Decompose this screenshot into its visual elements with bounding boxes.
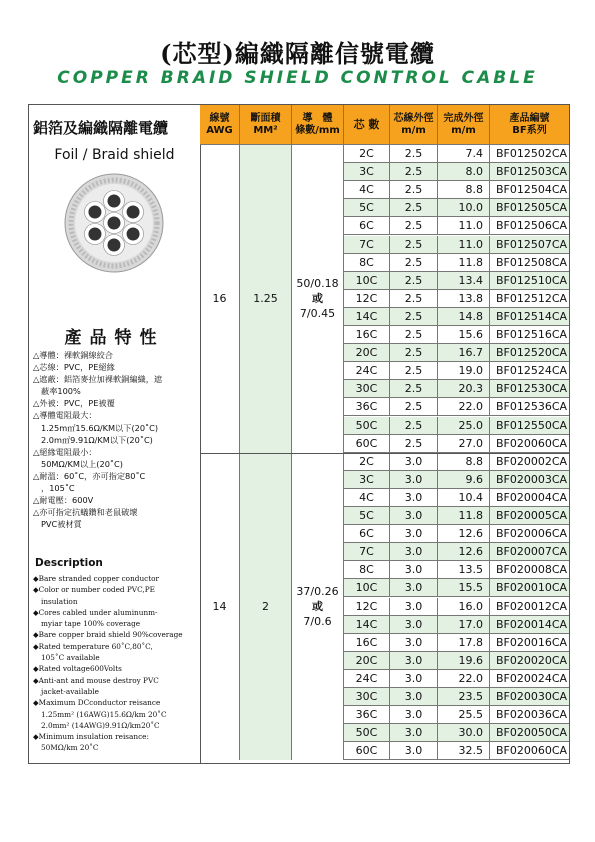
cell-product-code: BF020004CA bbox=[490, 489, 569, 507]
cell-finished-od: 14.8 bbox=[438, 308, 490, 326]
cell-core-od: 2.5 bbox=[390, 308, 438, 326]
description-line: insulation bbox=[41, 596, 78, 606]
cell-core-od: 2.5 bbox=[390, 380, 438, 398]
property-line: △導體：裸軟銅線絞合 bbox=[33, 350, 113, 360]
description-line: ◆Anti-ant and mouse destroy PVC bbox=[33, 675, 159, 685]
cell-product-code: BF012506CA bbox=[490, 217, 569, 235]
cell-cores: 10C bbox=[344, 579, 390, 597]
cell-product-code: BF012505CA bbox=[490, 199, 569, 217]
cable-cross-section-diagram bbox=[64, 173, 164, 273]
conductor-core bbox=[108, 239, 121, 252]
mm2-value: 1.25 bbox=[253, 292, 278, 306]
cell-finished-od: 22.0 bbox=[438, 670, 490, 688]
group-awg bbox=[200, 453, 240, 761]
cell-finished-od: 19.0 bbox=[438, 362, 490, 380]
cell-core-od: 3.0 bbox=[390, 489, 438, 507]
conductor-core bbox=[108, 195, 121, 208]
cell-cores: 2C bbox=[344, 453, 390, 471]
cell-finished-od: 11.8 bbox=[438, 507, 490, 525]
property-line: 50MΩ/KM以上(20˚C) bbox=[41, 458, 123, 469]
description-line: ◆Bare copper braid shield 90%coverage bbox=[33, 630, 183, 640]
property-line: △耐電壓：600V bbox=[33, 495, 94, 506]
cell-finished-od: 16.7 bbox=[438, 344, 490, 362]
cell-core-od: 3.0 bbox=[390, 598, 438, 616]
property-line: △外被：PVC，PE被覆 bbox=[33, 398, 115, 409]
cell-finished-od: 17.8 bbox=[438, 634, 490, 652]
cell-core-od: 3.0 bbox=[390, 670, 438, 688]
cell-product-code: BF012536CA bbox=[490, 398, 569, 416]
cell-product-code: BF012507CA bbox=[490, 236, 569, 254]
page-title: (芯型)編織隔離信號電纜 bbox=[160, 39, 435, 68]
cell-cores: 60C bbox=[344, 742, 390, 760]
cell-cores: 16C bbox=[344, 634, 390, 652]
cell-cores: 24C bbox=[344, 670, 390, 688]
product-subheading: Foil / Braid shield bbox=[54, 147, 175, 163]
conductor-or: 或 bbox=[311, 292, 323, 306]
property-line: 2.0m㎡9.91Ω/KM以下(20˚C) bbox=[41, 434, 153, 445]
group-divider bbox=[200, 453, 569, 454]
cell-product-code: BF020060CA bbox=[490, 435, 569, 453]
cell-product-code: BF020016CA bbox=[490, 634, 569, 652]
description-line: ◆Cores cabled under aluminunm- bbox=[33, 607, 158, 617]
group-mm2 bbox=[240, 453, 292, 761]
awg-value: 14 bbox=[212, 600, 227, 614]
cell-core-od: 3.0 bbox=[390, 724, 438, 742]
cell-product-code: BF012520CA bbox=[490, 344, 569, 362]
header-cross-section: 斷面積 MM² bbox=[240, 105, 292, 145]
cell-product-code: BF012508CA bbox=[490, 254, 569, 272]
group-mm2 bbox=[240, 145, 292, 453]
cell-product-code: BF020010CA bbox=[490, 579, 569, 597]
property-line: ，105˚C bbox=[41, 483, 75, 494]
cell-product-code: BF012503CA bbox=[490, 163, 569, 181]
cell-core-od: 3.0 bbox=[390, 688, 438, 706]
cell-product-code: BF020002CA bbox=[490, 453, 569, 471]
cell-finished-od: 15.5 bbox=[438, 579, 490, 597]
cell-cores: 30C bbox=[344, 380, 390, 398]
cell-finished-od: 8.0 bbox=[438, 163, 490, 181]
property-line: △遮蔽：鋁箔麥拉加裸軟銅編織，遮 bbox=[33, 374, 163, 385]
cell-finished-od: 13.8 bbox=[438, 290, 490, 308]
cell-cores: 5C bbox=[344, 507, 390, 525]
cell-finished-od: 12.6 bbox=[438, 543, 490, 561]
cell-cores: 60C bbox=[344, 435, 390, 453]
spec-sheet bbox=[28, 104, 570, 764]
cell-core-od: 3.0 bbox=[390, 579, 438, 597]
cell-product-code: BF020024CA bbox=[490, 670, 569, 688]
cell-core-od: 3.0 bbox=[390, 706, 438, 724]
cell-core-od: 2.5 bbox=[390, 254, 438, 272]
cell-cores: 2C bbox=[344, 145, 390, 163]
cell-product-code: BF020007CA bbox=[490, 543, 569, 561]
header-conductor: 導 體 條數/mm bbox=[292, 105, 344, 145]
cell-core-od: 3.0 bbox=[390, 543, 438, 561]
awg-value: 16 bbox=[212, 292, 227, 306]
cell-product-code: BF012502CA bbox=[490, 145, 569, 163]
cell-product-code: BF020003CA bbox=[490, 471, 569, 489]
cell-finished-od: 19.6 bbox=[438, 652, 490, 670]
cell-finished-od: 22.0 bbox=[438, 398, 490, 416]
cell-finished-od: 8.8 bbox=[438, 453, 490, 471]
cell-cores: 6C bbox=[344, 525, 390, 543]
cell-cores: 3C bbox=[344, 163, 390, 181]
conductor-core bbox=[88, 228, 101, 241]
description-list bbox=[33, 573, 199, 754]
group-conductor bbox=[292, 145, 344, 453]
cell-finished-od: 8.8 bbox=[438, 181, 490, 199]
cell-product-code: BF020030CA bbox=[490, 688, 569, 706]
product-info-column bbox=[29, 105, 201, 763]
cell-product-code: BF012512CA bbox=[490, 290, 569, 308]
description-line: ◆Rated voltage600Volts bbox=[33, 664, 122, 674]
cell-cores: 30C bbox=[344, 688, 390, 706]
cell-finished-od: 16.0 bbox=[438, 598, 490, 616]
cell-product-code: BF012524CA bbox=[490, 362, 569, 380]
cell-finished-od: 17.0 bbox=[438, 616, 490, 634]
cell-cores: 5C bbox=[344, 199, 390, 217]
description-line: jacket-available bbox=[41, 686, 100, 696]
cell-cores: 50C bbox=[344, 724, 390, 742]
header-finished-od: 完成外徑 m/m bbox=[438, 105, 490, 145]
cell-cores: 8C bbox=[344, 254, 390, 272]
group-conductor bbox=[292, 453, 344, 761]
conductor-value-b: 7/0.6 bbox=[303, 615, 332, 629]
cell-cores: 10C bbox=[344, 272, 390, 290]
cell-finished-od: 15.6 bbox=[438, 326, 490, 344]
cell-core-od: 2.5 bbox=[390, 145, 438, 163]
cell-cores: 7C bbox=[344, 236, 390, 254]
property-line: 1.25m㎡15.6Ω/KM以下(20˚C) bbox=[41, 422, 159, 433]
cell-finished-od: 25.5 bbox=[438, 706, 490, 724]
cell-cores: 6C bbox=[344, 217, 390, 235]
cell-product-code: BF012550CA bbox=[490, 417, 569, 435]
cell-cores: 7C bbox=[344, 543, 390, 561]
conductor-value-a: 37/0.26 bbox=[296, 585, 339, 599]
cell-cores: 14C bbox=[344, 616, 390, 634]
properties-title: 產品特性 bbox=[64, 328, 165, 348]
conductor-core bbox=[108, 217, 121, 230]
cell-core-od: 2.5 bbox=[390, 236, 438, 254]
cell-cores: 12C bbox=[344, 598, 390, 616]
cell-core-od: 3.0 bbox=[390, 471, 438, 489]
cell-product-code: BF020008CA bbox=[490, 561, 569, 579]
description-line: 50MΩ/km 20˚C bbox=[41, 743, 99, 753]
cell-finished-od: 13.5 bbox=[438, 561, 490, 579]
cell-cores: 12C bbox=[344, 290, 390, 308]
cell-product-code: BF020006CA bbox=[490, 525, 569, 543]
cell-product-code: BF020036CA bbox=[490, 706, 569, 724]
cell-product-code: BF012530CA bbox=[490, 380, 569, 398]
description-line: ◆Bare stranded copper conductor bbox=[33, 574, 160, 583]
cell-finished-od: 10.0 bbox=[438, 199, 490, 217]
cell-core-od: 3.0 bbox=[390, 742, 438, 760]
conductor-value-a: 50/0.18 bbox=[296, 277, 339, 291]
product-heading: 鋁箔及編織隔離電纜 bbox=[33, 119, 169, 137]
cell-finished-od: 11.0 bbox=[438, 236, 490, 254]
conductor-core bbox=[88, 206, 101, 219]
description-line: ◆Minimum insulation reisance: bbox=[33, 732, 149, 742]
cell-finished-od: 20.3 bbox=[438, 380, 490, 398]
cell-product-code: BF020005CA bbox=[490, 507, 569, 525]
cell-finished-od: 12.6 bbox=[438, 525, 490, 543]
property-line: △絕緣電阻最小： bbox=[33, 446, 97, 457]
properties-list bbox=[33, 349, 199, 530]
cell-finished-od: 10.4 bbox=[438, 489, 490, 507]
cell-cores: 16C bbox=[344, 326, 390, 344]
conductor-core bbox=[127, 228, 140, 241]
cell-product-code: BF012516CA bbox=[490, 326, 569, 344]
property-line: △導體電阻最大： bbox=[33, 410, 97, 421]
cell-core-od: 2.5 bbox=[390, 398, 438, 416]
cell-core-od: 2.5 bbox=[390, 163, 438, 181]
cell-core-od: 2.5 bbox=[390, 435, 438, 453]
cell-core-od: 3.0 bbox=[390, 634, 438, 652]
description-line: 2.0mm² (14AWG)9.91Ω/km20˚C bbox=[41, 720, 160, 730]
cell-product-code: BF020060CA bbox=[490, 742, 569, 760]
spec-table bbox=[200, 105, 569, 763]
cell-finished-od: 7.4 bbox=[438, 145, 490, 163]
cell-core-od: 3.0 bbox=[390, 525, 438, 543]
cell-core-od: 2.5 bbox=[390, 217, 438, 235]
cell-core-od: 2.5 bbox=[390, 362, 438, 380]
cell-cores: 14C bbox=[344, 308, 390, 326]
cell-product-code: BF012514CA bbox=[490, 308, 569, 326]
cell-core-od: 2.5 bbox=[390, 181, 438, 199]
header-awg: 線號 AWG bbox=[200, 105, 240, 145]
property-line: △耐溫：60˚C，亦可指定80˚C bbox=[33, 470, 146, 481]
property-line: △亦可指定抗蟻鑽和老鼠破壞 bbox=[33, 507, 138, 518]
cell-finished-od: 9.6 bbox=[438, 471, 490, 489]
cell-cores: 4C bbox=[344, 489, 390, 507]
conductor-value-b: 7/0.45 bbox=[299, 307, 336, 321]
cell-finished-od: 13.4 bbox=[438, 272, 490, 290]
cell-product-code: BF012504CA bbox=[490, 181, 569, 199]
cell-core-od: 3.0 bbox=[390, 652, 438, 670]
header-core-od: 芯線外徑 m/m bbox=[390, 105, 438, 145]
cell-cores: 36C bbox=[344, 398, 390, 416]
conductor-or: 或 bbox=[311, 600, 323, 614]
group-awg bbox=[200, 145, 240, 453]
cell-core-od: 2.5 bbox=[390, 344, 438, 362]
description-line: myiar tape 100% coverage bbox=[41, 619, 141, 629]
cell-finished-od: 11.0 bbox=[438, 217, 490, 235]
description-line: ◆Maximum DCconductor reisance bbox=[33, 698, 161, 708]
cell-core-od: 2.5 bbox=[390, 417, 438, 435]
header-cores: 芯 數 bbox=[344, 105, 390, 145]
cell-cores: 36C bbox=[344, 706, 390, 724]
cell-finished-od: 11.8 bbox=[438, 254, 490, 272]
cell-finished-od: 23.5 bbox=[438, 688, 490, 706]
description-line: ◆Color or number coded PVC,PE bbox=[33, 585, 155, 595]
cell-core-od: 3.0 bbox=[390, 453, 438, 471]
cell-cores: 3C bbox=[344, 471, 390, 489]
cell-cores: 8C bbox=[344, 561, 390, 579]
cell-core-od: 3.0 bbox=[390, 507, 438, 525]
property-line: PVC被材質 bbox=[41, 519, 82, 530]
description-line: 1.25mm² (16AWG)15.6Ω/km 20˚C bbox=[41, 709, 167, 719]
cell-cores: 20C bbox=[344, 652, 390, 670]
cell-finished-od: 32.5 bbox=[438, 742, 490, 760]
cell-core-od: 2.5 bbox=[390, 272, 438, 290]
cell-product-code: BF020020CA bbox=[490, 652, 569, 670]
cell-cores: 20C bbox=[344, 344, 390, 362]
description-title: Description bbox=[35, 557, 103, 569]
conductor-core bbox=[127, 206, 140, 219]
cell-cores: 50C bbox=[344, 417, 390, 435]
cell-core-od: 2.5 bbox=[390, 290, 438, 308]
cell-finished-od: 30.0 bbox=[438, 724, 490, 742]
page-subtitle: COPPER BRAID SHIELD CONTROL CABLE bbox=[57, 68, 538, 88]
cell-product-code: BF020014CA bbox=[490, 616, 569, 634]
property-line: 蔽率100% bbox=[41, 386, 81, 397]
cell-core-od: 2.5 bbox=[390, 199, 438, 217]
cell-cores: 4C bbox=[344, 181, 390, 199]
mm2-value: 2 bbox=[262, 600, 269, 614]
cell-core-od: 3.0 bbox=[390, 561, 438, 579]
cell-product-code: BF020050CA bbox=[490, 724, 569, 742]
description-line: ◆Rated temperature 60˚C,80˚C, bbox=[33, 641, 153, 651]
property-line: △芯線：PVC，PE絕緣 bbox=[33, 362, 115, 373]
cell-finished-od: 27.0 bbox=[438, 435, 490, 453]
cell-core-od: 2.5 bbox=[390, 326, 438, 344]
cell-product-code: BF020012CA bbox=[490, 598, 569, 616]
cell-product-code: BF012510CA bbox=[490, 272, 569, 290]
cell-cores: 24C bbox=[344, 362, 390, 380]
header-product-code: 產品編號 BF系列 bbox=[490, 105, 569, 145]
description-line: 105˚C available bbox=[41, 653, 100, 663]
cell-core-od: 3.0 bbox=[390, 616, 438, 634]
cell-finished-od: 25.0 bbox=[438, 417, 490, 435]
